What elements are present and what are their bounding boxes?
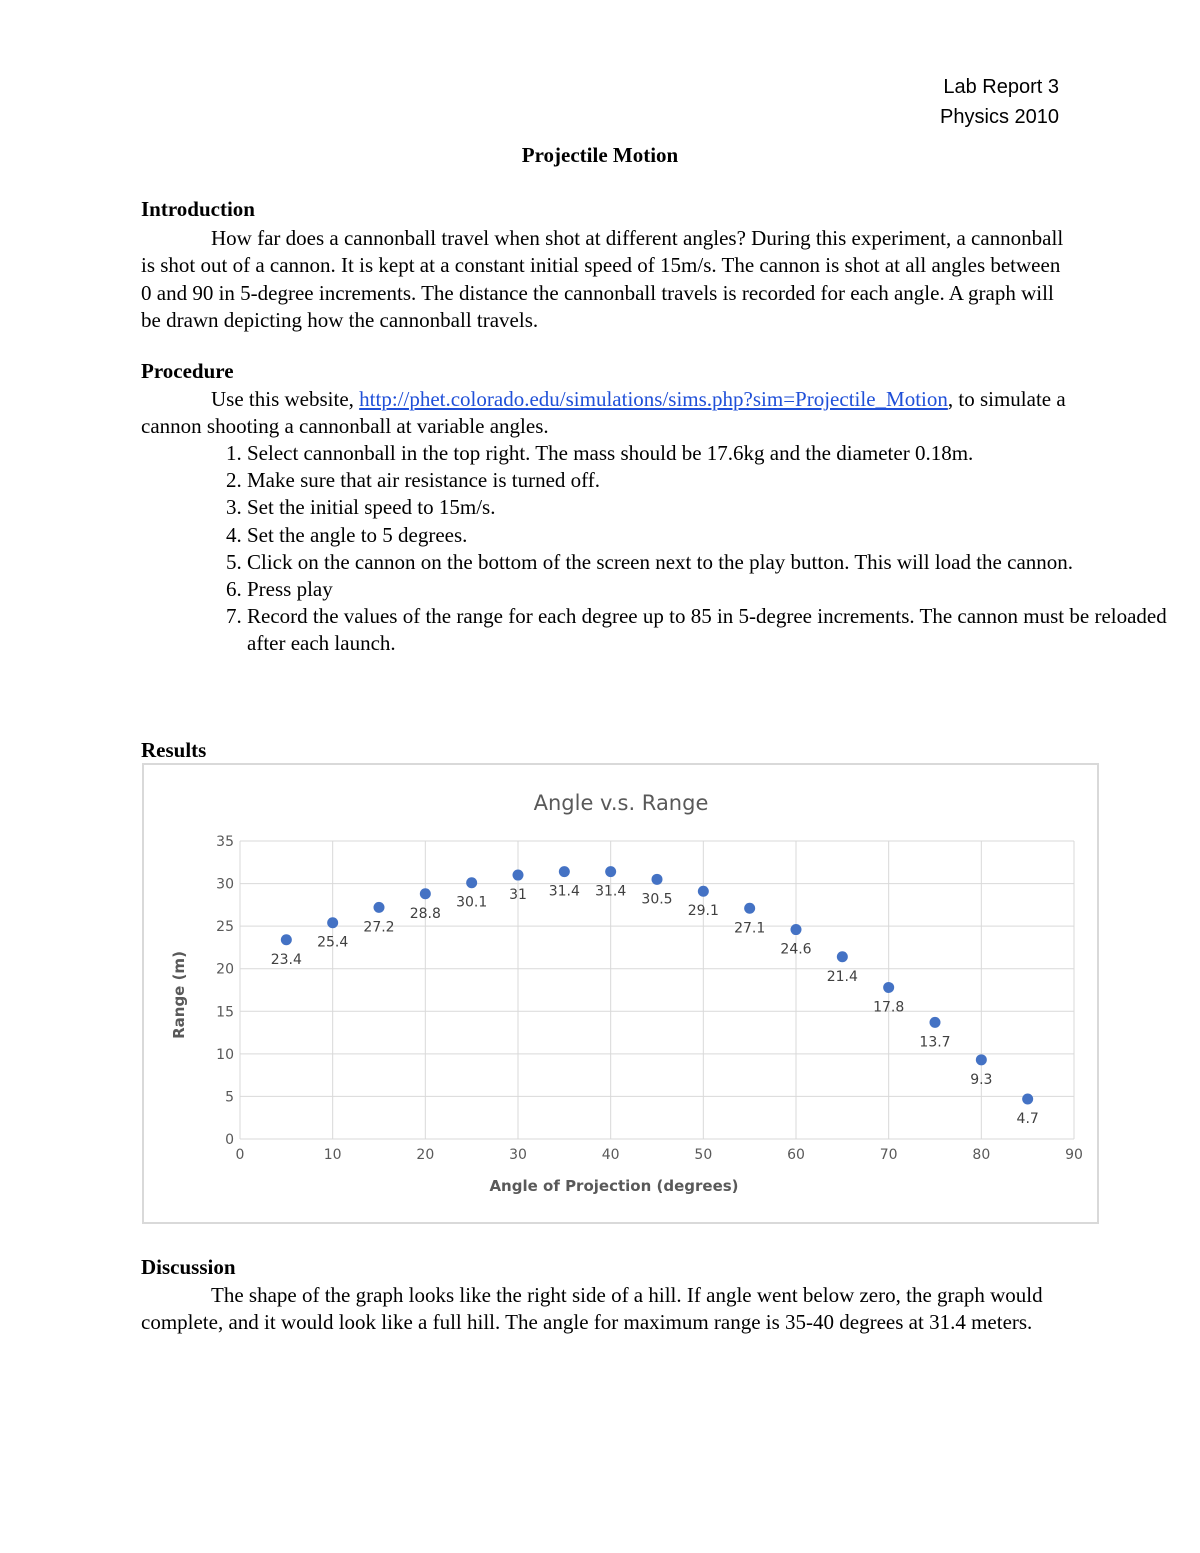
x-tick-label: 30	[509, 1147, 527, 1163]
data-point	[976, 1054, 987, 1065]
y-axis-label: Range (m)	[170, 951, 188, 1039]
data-label: 31.4	[595, 883, 627, 900]
procedure-step: 5. Click on the cannon on the bottom of the screen next to the play button. This will load the cannon.	[247, 549, 1167, 576]
procedure-step: 1. Select cannonball in the top right. The mass should be 17.6kg and the diameter 0.18m.	[247, 440, 1167, 467]
procedure-step: 7. Record the values of the range for each degree up to 85 in 5-degree increments. The cannon must be reloaded after each launch.	[247, 603, 1167, 657]
x-tick-label: 40	[601, 1147, 620, 1163]
data-point	[1022, 1093, 1033, 1104]
data-point	[744, 903, 755, 914]
introduction-paragraph	[141, 225, 1071, 334]
data-point	[698, 886, 709, 897]
data-label: 30.5	[641, 891, 673, 908]
y-tick-label: 10	[216, 1046, 234, 1063]
data-label: 27.1	[734, 920, 766, 937]
data-label: 27.2	[363, 919, 395, 936]
procedure-intro-after: , to simulate a cannon shooting a cannonball at variable angles.	[141, 387, 1066, 439]
x-tick-label: 20	[416, 1147, 435, 1163]
scatter-chart	[144, 765, 1097, 1222]
discussion-heading: Discussion	[141, 1255, 236, 1279]
data-point	[930, 1017, 941, 1028]
report-header	[940, 72, 1059, 132]
results-heading: Results	[141, 738, 207, 762]
x-axis-label: Angle of Projection (degrees)	[489, 1177, 739, 1195]
x-tick-label: 60	[787, 1147, 805, 1163]
data-label: 21.4	[826, 968, 858, 985]
procedure-steps	[141, 440, 1167, 658]
x-tick-label: 90	[1065, 1147, 1083, 1163]
data-point	[281, 934, 292, 945]
data-label: 31	[509, 887, 527, 904]
data-point	[420, 888, 431, 899]
y-axis-ticks	[216, 834, 234, 1148]
x-tick-label: 50	[694, 1147, 713, 1163]
chart-container	[142, 763, 1099, 1224]
discussion-paragraph	[141, 1282, 1071, 1337]
x-tick-label: 70	[879, 1147, 898, 1163]
page-title: Projectile Motion	[521, 143, 679, 167]
x-tick-label: 10	[323, 1147, 342, 1163]
y-tick-label: 0	[225, 1132, 234, 1148]
data-label: 25.4	[317, 934, 349, 951]
y-tick-label: 30	[216, 876, 234, 893]
data-label: 30.1	[456, 894, 488, 911]
y-tick-label: 25	[216, 919, 234, 936]
x-tick-label: 0	[235, 1147, 245, 1163]
x-axis-ticks	[236, 1147, 1083, 1163]
data-labels	[271, 884, 1039, 1127]
chart-title: Angle v.s. Range	[533, 791, 709, 815]
procedure-step: 4. Set the angle to 5 degrees.	[247, 522, 1167, 549]
data-label: 29.1	[687, 903, 719, 920]
data-point	[791, 924, 802, 935]
data-label: 9.3	[970, 1071, 993, 1088]
data-label: 17.8	[873, 999, 905, 1016]
data-point	[605, 866, 616, 877]
procedure-intro	[141, 386, 1071, 441]
chart-gridlines	[240, 841, 1074, 1139]
data-label: 4.7	[1016, 1110, 1039, 1127]
data-point	[327, 917, 338, 928]
procedure-intro-before: Use this website,	[211, 387, 360, 411]
data-point	[466, 877, 477, 888]
data-point	[374, 902, 385, 913]
y-tick-label: 5	[225, 1089, 234, 1106]
discussion-text: The shape of the graph looks like the right side of a hill. If angle went below zero, the graph would complete, and it would look like a full hill. The angle for maximum range is 35-40 degrees at 31.4 meters.	[141, 1283, 1043, 1335]
data-point	[513, 870, 524, 881]
data-point	[652, 874, 663, 885]
data-label: 28.8	[409, 905, 441, 922]
y-tick-label: 35	[216, 834, 234, 850]
data-point	[883, 982, 894, 993]
report-number: Lab Report 3	[943, 76, 1059, 98]
introduction-heading: Introduction	[141, 197, 255, 221]
y-tick-label: 20	[216, 961, 234, 978]
introduction-text: How far does a cannonball travel when shot at different angles? During this experiment, a cannonball is shot out of a cannon. It is kept at a constant initial speed of 15m/s. The cannon is shot at all angles between 0 and 90 in 5-degree increments. The distance the cannonball travels is recorded for each angle. A graph will be drawn depicting how the cannonball travels.	[141, 226, 1064, 332]
data-label: 13.7	[919, 1034, 951, 1051]
y-tick-label: 15	[216, 1004, 234, 1021]
procedure-step: 6. Press play	[247, 576, 1167, 603]
data-point	[837, 951, 848, 962]
course-name: Physics 2010	[940, 106, 1059, 128]
data-label: 23.4	[270, 951, 302, 968]
procedure-heading: Procedure	[141, 359, 234, 383]
procedure-step: 2. Make sure that air resistance is turned off.	[247, 467, 1167, 494]
simulation-link[interactable]: http://phet.colorado.edu/simulations/sims.php?sim=Projectile_Motion	[359, 387, 948, 411]
x-tick-label: 80	[972, 1147, 991, 1163]
procedure-step: 3. Set the initial speed to 15m/s.	[247, 494, 1167, 521]
data-label: 31.4	[548, 883, 580, 900]
data-point	[559, 866, 570, 877]
data-label: 24.6	[780, 941, 812, 958]
